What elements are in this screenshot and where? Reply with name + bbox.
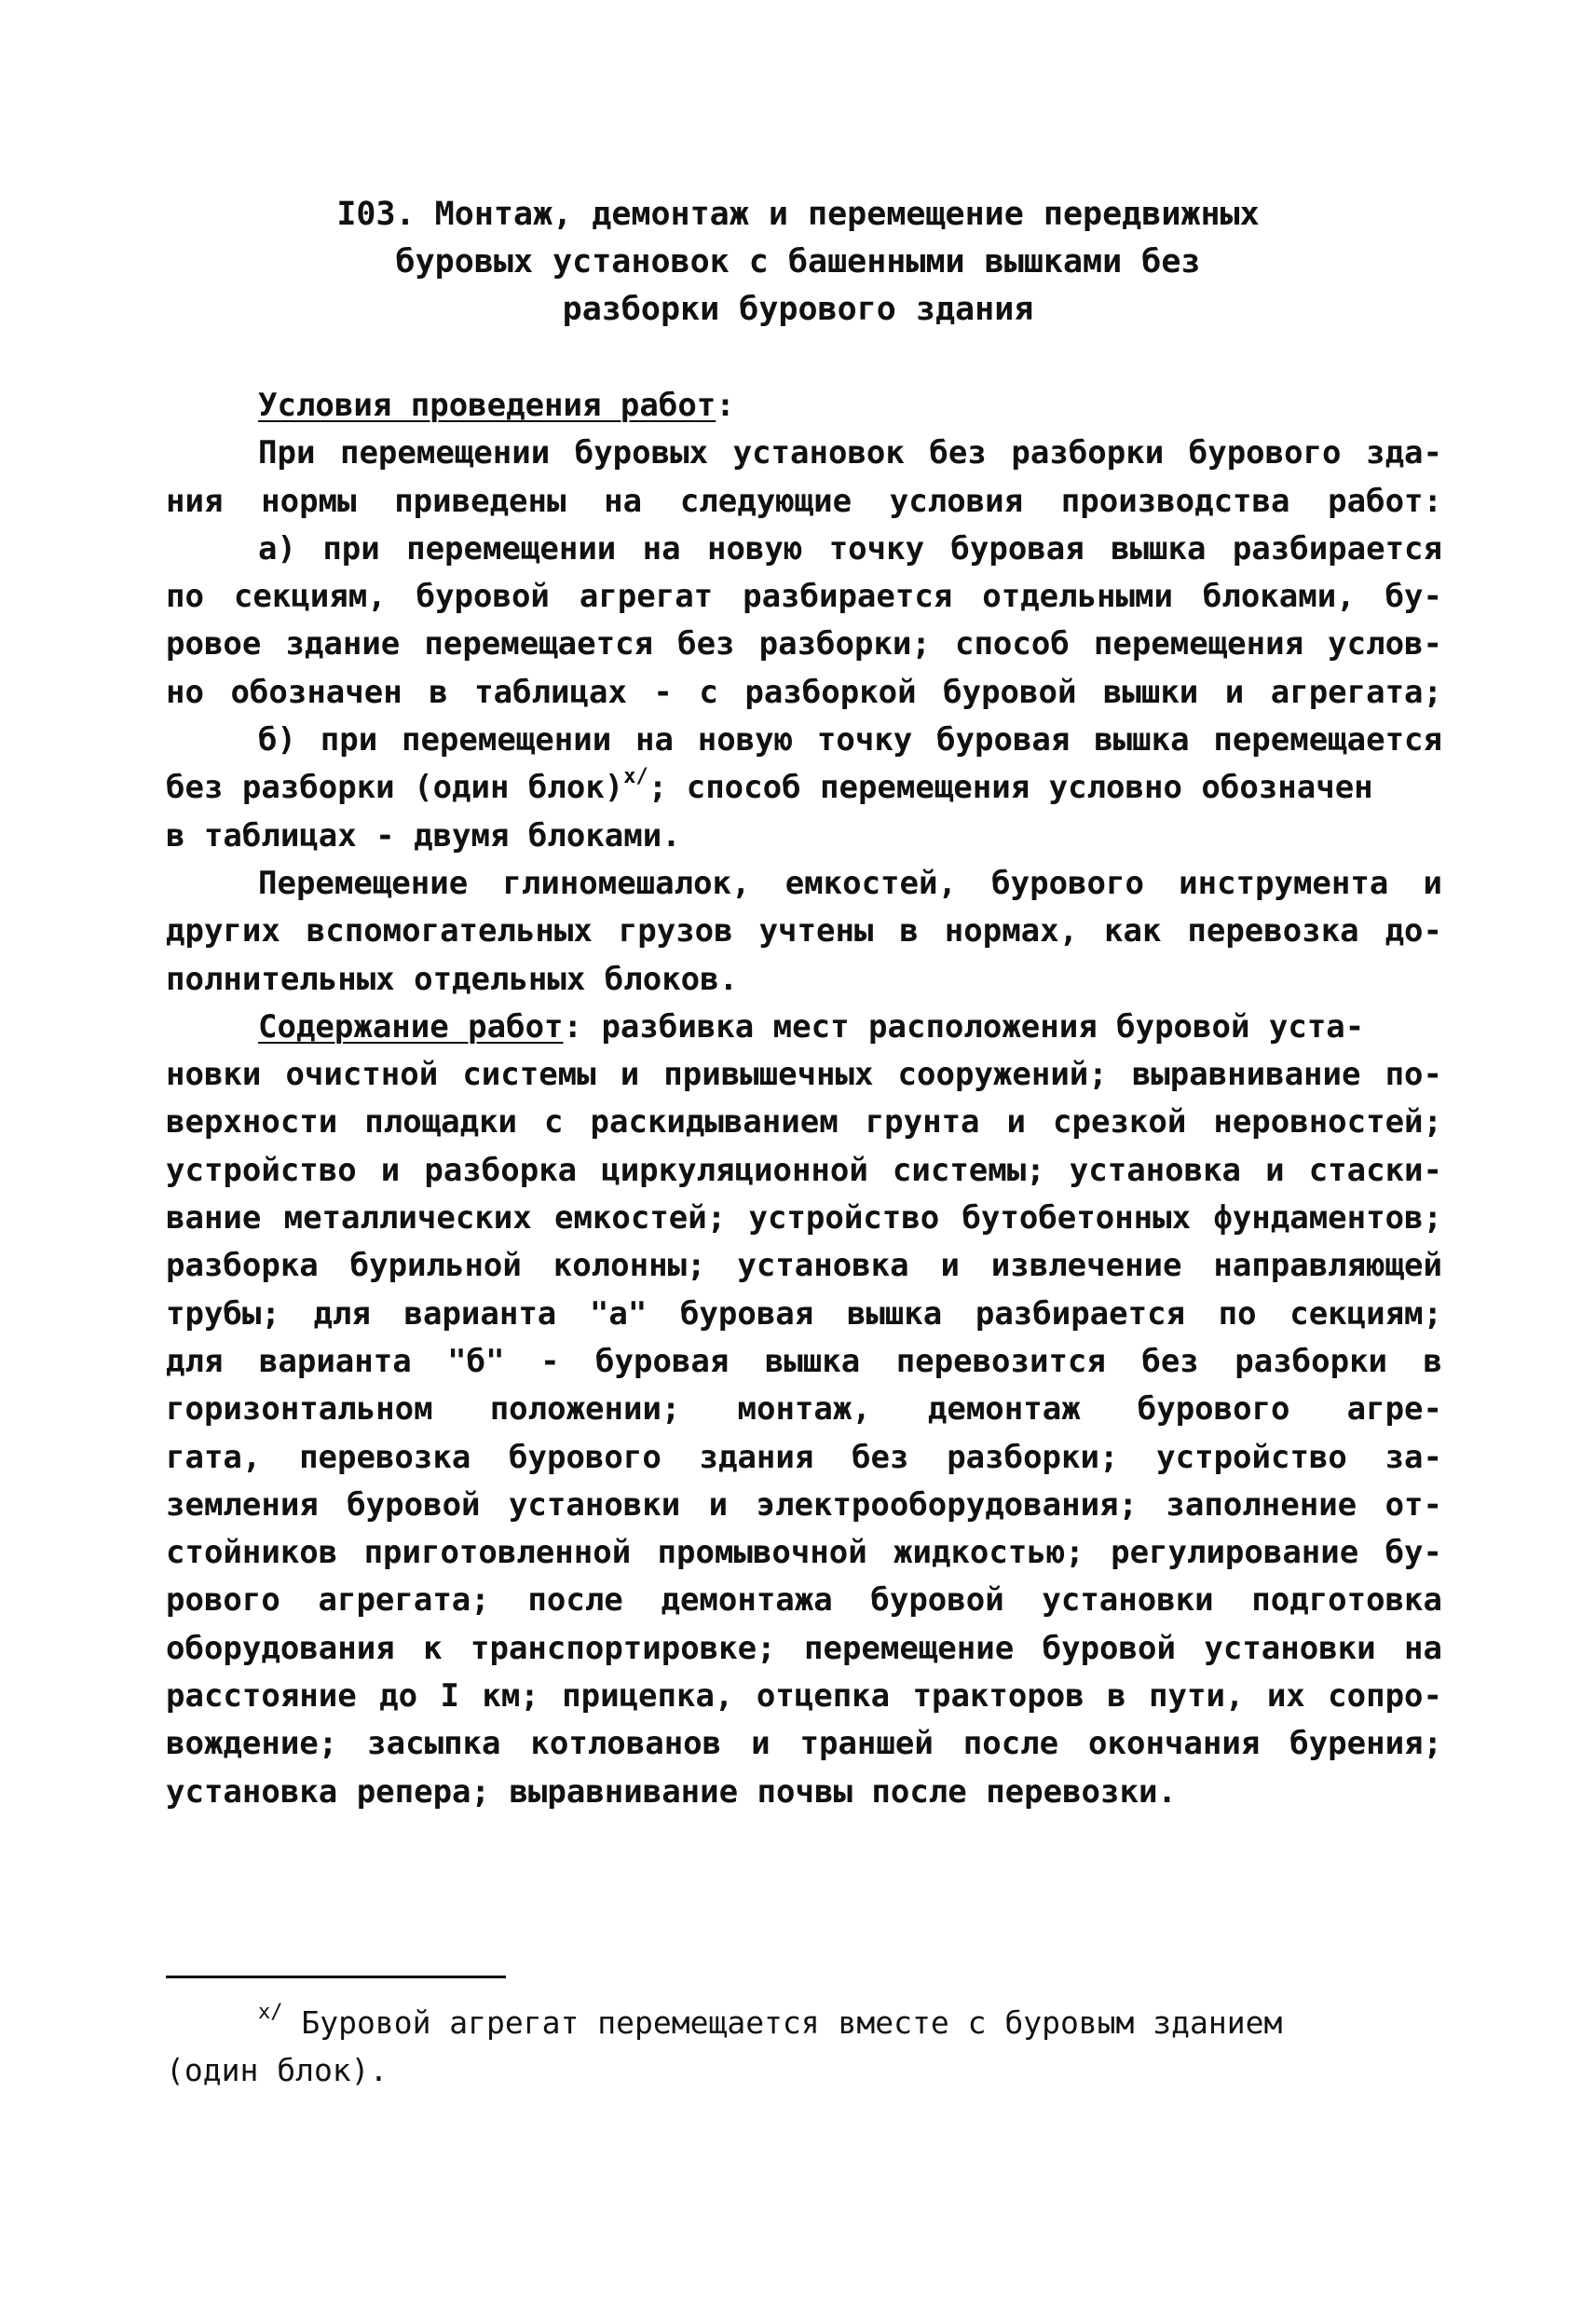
paragraph-line: ния нормы приведены на следующие условия производства работ: — [166, 482, 1442, 520]
conditions-heading — [166, 382, 1442, 430]
content-line: стойников приготовленной промывочной жидкостью; регулирование бу- — [166, 1534, 1442, 1572]
content-line: для варианта "б" - буровая вышка перевозится без разборки в — [166, 1342, 1442, 1380]
item-a-line: а) при перемещении на новую точку буровая вышка разбирается — [258, 529, 1442, 567]
footnote-line — [166, 1999, 1377, 2046]
content-first-line — [166, 1004, 1442, 1051]
content-text: : разбивка мест расположения буровой уста- — [563, 1007, 1365, 1046]
content-line: вание металлических емкостей; устройство бутобетонных фундаментов; — [166, 1199, 1442, 1238]
conditions-label: Условия проведения работ — [258, 387, 716, 424]
content-line: земления буровой установки и электрооборудования; заполнение от- — [166, 1485, 1442, 1524]
footnote-text: Буровой агрегат перемещается вместе с буровым зданием — [282, 2004, 1283, 2041]
paragraph-line: полнительных отдельных блоков. — [166, 960, 739, 998]
footnote-separator — [166, 1976, 506, 1978]
item-a-line: ровое здание перемещается без разборки; способ перемещения услов- — [166, 625, 1442, 663]
heading-line-1: I03. Монтаж, демонтаж и перемещение передвижных — [336, 196, 1260, 233]
content-line: трубы; для варианта "а" буровая вышка разбирается по секциям; — [166, 1294, 1442, 1333]
footnote-marker: х/ — [258, 2001, 283, 2024]
section-heading — [0, 191, 1596, 334]
item-b-text: ; способ перемещения условно обозначен — [648, 769, 1373, 807]
heading-line-2: буровых установок с башенными вышками без — [395, 243, 1201, 280]
content-line: устройство и разборка циркуляционной системы; установка и стаски- — [166, 1151, 1442, 1189]
item-b-line: б) при перемещении на новую точку буровая вышка перемещается — [258, 721, 1442, 759]
content-line: установка репера; выравнивание почвы после перевозки. — [166, 1772, 1177, 1811]
content-line: горизонтальном положении; монтаж, демонтаж бурового агре- — [166, 1390, 1442, 1429]
paragraph-line: других вспомогательных грузов учтены в нормах, как перевозка до- — [166, 912, 1442, 950]
content-line: разборка бурильной колонны; установка и извлечение направляющей — [166, 1247, 1442, 1285]
heading-line-3: разборки бурового здания — [562, 291, 1034, 328]
content-line: вождение; засыпка котлованов и траншей после окончания бурения; — [166, 1725, 1442, 1763]
content-line: расстояние до I км; прицепка, отцепка тракторов в пути, их сопро- — [166, 1677, 1442, 1716]
item-b-line — [166, 764, 1442, 812]
footnote — [166, 1999, 1377, 2094]
conditions-colon: : — [716, 387, 735, 424]
item-b-line: в таблицах - двумя блоками. — [166, 816, 681, 855]
document-body — [166, 382, 1442, 1816]
paragraph-line: При перемещении буровых установок без разборки бурового зда- — [258, 434, 1442, 472]
content-line: оборудования к транспортировке; перемещение буровой установки на — [166, 1629, 1442, 1667]
content-line: новки очистной системы и привышечных сооружений; выравнивание по- — [166, 1056, 1442, 1094]
content-line: верхности площадки с раскидыванием грунта и срезкой неровностей; — [166, 1103, 1442, 1142]
paragraph-line: Перемещение глиномешалок, емкостей, бурового инструмента и — [258, 864, 1442, 902]
item-a-line: по секциям, буровой агрегат разбирается отдельными блоками, бу- — [166, 578, 1442, 616]
item-b-text: без разборки (один блок) — [166, 769, 624, 807]
content-label: Содержание работ — [258, 1007, 564, 1046]
content-line: рового агрегата; после демонтажа буровой установки подготовка — [166, 1581, 1442, 1620]
footnote-line: (один блок). — [166, 2052, 389, 2088]
content-line: гата, перевозка бурового здания без разборки; устройство за- — [166, 1438, 1442, 1476]
item-a-line: но обозначен в таблицах - с разборкой буровой вышки и агрегата; — [166, 673, 1442, 711]
footnote-reference: х/ — [623, 765, 648, 789]
